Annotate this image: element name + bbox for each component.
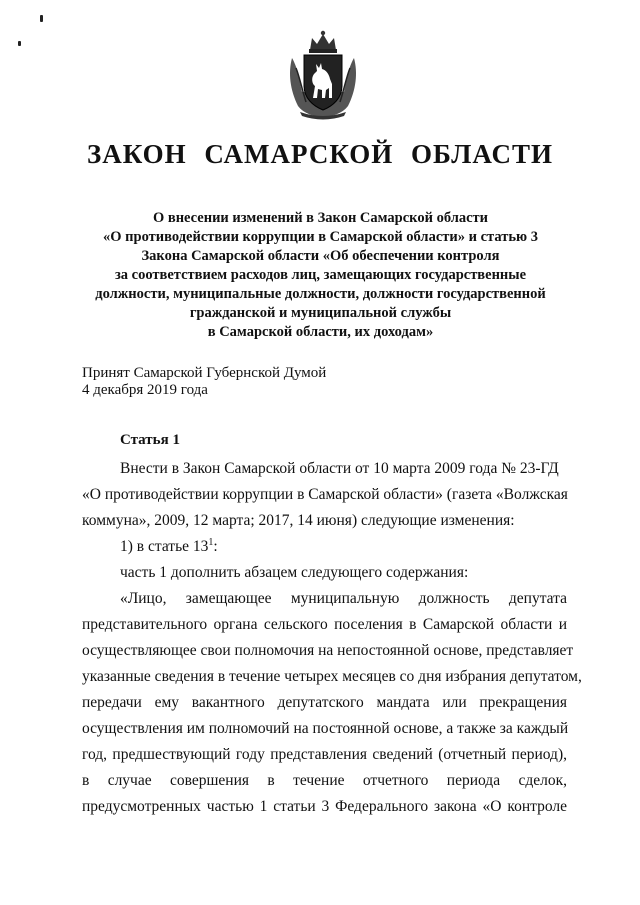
subtitle-line: гражданской и муниципальной службы <box>189 305 452 321</box>
item-text: 1) в статье 13 <box>120 538 209 555</box>
body-line: «Лицо, замещающее муниципальную должность депутата <box>120 590 567 607</box>
subtitle-line: О внесении изменений в Закон Самарской области <box>152 210 489 226</box>
body-line: Внести в Закон Самарской области от 10 марта 2009 года № 23-ГД <box>120 460 559 477</box>
item-suffix: : <box>213 538 218 555</box>
adopted-date: 4 декабря 2019 года <box>82 382 208 398</box>
body-line: представительного органа сельского поселения в Самарской области и <box>82 616 567 633</box>
body-line: часть 1 дополнить абзацем следующего содержания: <box>120 564 469 581</box>
body-line: коммуна», 2009, 12 марта; 2017, 14 июня) следующие изменения: <box>82 512 515 529</box>
subtitle-line: за соответствием расходов лиц, замещающих государственные <box>114 267 527 283</box>
body-line: предусмотренных частью 1 статьи 3 Федерального закона «О контроле <box>82 798 567 815</box>
article-heading: Статья 1 <box>120 432 180 448</box>
scan-mark <box>40 15 43 22</box>
body-line: «О противодействии коррупции в Самарской области» (газета «Волжская <box>82 486 568 503</box>
subtitle-line: в Самарской области, их доходам» <box>207 324 434 340</box>
subtitle-line: должности, муниципальные должности, должности государственной <box>95 286 546 302</box>
body-line: указанные сведения в течение четырех месяцев со дня избрания депутатом, <box>82 668 582 685</box>
item-superscript: 1 <box>208 537 214 548</box>
subtitle-line: «О противодействии коррупции в Самарской области» и статью 3 <box>103 229 538 245</box>
adopted-by: Принят Самарской Губернской Думой <box>82 365 327 381</box>
body-line: передачи ему вакантного депутатского мандата или прекращения <box>82 694 567 711</box>
adoption-info <box>82 365 326 399</box>
scan-mark <box>18 41 21 46</box>
samara-coat-of-arms-icon <box>286 28 360 120</box>
body-line: год, предшествующий году представления сведений (отчетный период), <box>82 746 567 763</box>
body-line: осуществляющее свои полномочия на непостоянной основе, представляет <box>82 642 574 659</box>
body-line: осуществления им полномочий на постоянной основе, а также за каждый <box>82 720 569 737</box>
body-line: в случае совершения в течение отчетного периода сделок, <box>82 772 567 789</box>
subtitle-line: Закона Самарской области «Об обеспечении контроля <box>141 248 500 264</box>
law-title: ЗАКОН САМАРСКОЙ ОБЛАСТИ <box>87 139 553 169</box>
body-line-item <box>120 538 567 556</box>
law-subtitle <box>82 209 559 342</box>
